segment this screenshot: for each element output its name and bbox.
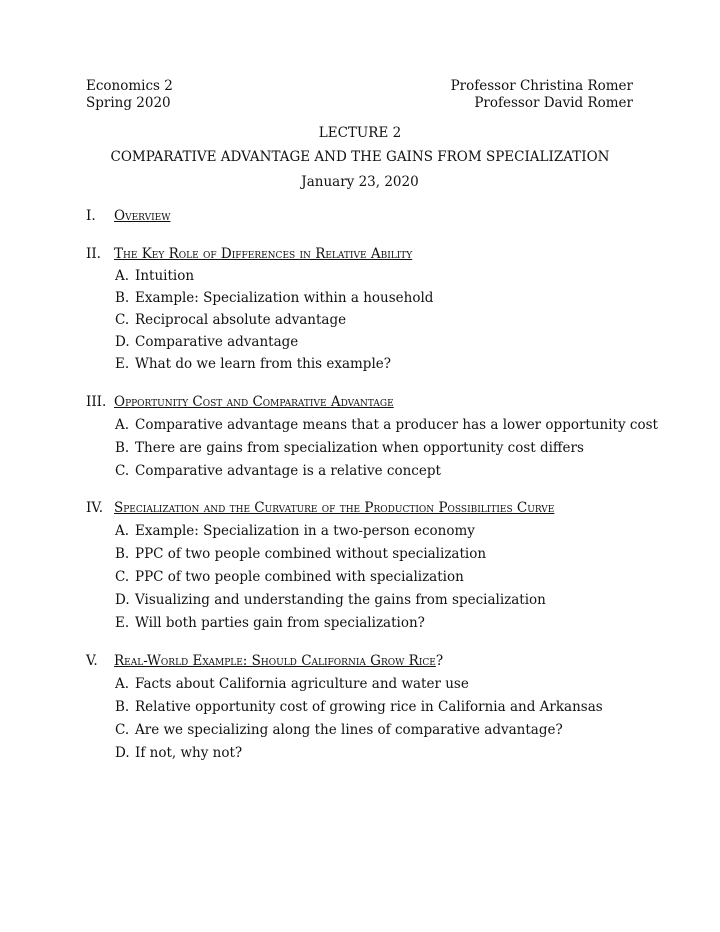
- header-row-2: [86, 94, 633, 112]
- section-title: Specialization and the Curvature of the Production Possibilities Curve: [114, 500, 555, 516]
- section-title-suffix: ?: [435, 653, 444, 669]
- list-item: C. Comparative advantage is a relative concept: [115, 463, 441, 479]
- header-row-1: [86, 77, 633, 95]
- list-item: C. Reciprocal absolute advantage: [115, 312, 347, 328]
- section-title: Overview: [114, 208, 171, 224]
- section-numeral: II.: [86, 246, 101, 262]
- section-heading: [86, 652, 443, 670]
- list-item: A. Comparative advantage means that a producer has a lower opportunity cost: [115, 417, 658, 433]
- lecture-title: COMPARATIVE ADVANTAGE AND THE GAINS FROM SPECIALIZATION: [110, 149, 610, 165]
- section-numeral: I.: [86, 208, 96, 224]
- list-item: D. Visualizing and understanding the gains from specialization: [115, 592, 546, 608]
- section-numeral: V.: [86, 653, 98, 669]
- list-item: B. Example: Specialization within a household: [115, 290, 434, 306]
- course-name: Economics 2: [86, 78, 173, 94]
- section-numeral: III.: [86, 394, 107, 410]
- section-heading: [86, 207, 170, 225]
- list-item: C. PPC of two people combined with specialization: [115, 569, 464, 585]
- list-item: A. Example: Specialization in a two-person economy: [115, 523, 475, 539]
- professor-2: Professor David Romer: [474, 95, 633, 111]
- section-heading: [86, 499, 554, 517]
- section-numeral: IV.: [86, 500, 104, 516]
- list-item: E. What do we learn from this example?: [115, 356, 391, 372]
- section-title: Real-World Example: Should California Grow Rice: [114, 653, 436, 669]
- list-item: A. Facts about California agriculture and water use: [115, 676, 469, 692]
- section-title: Opportunity Cost and Comparative Advantage: [114, 394, 394, 410]
- term: Spring 2020: [86, 95, 171, 111]
- section-heading: [86, 245, 412, 263]
- list-item: D. If not, why not?: [115, 745, 243, 761]
- professor-1: Professor Christina Romer: [450, 78, 633, 94]
- lecture-date: January 23, 2020: [301, 174, 419, 190]
- section-heading: [86, 393, 394, 411]
- list-item: C. Are we specializing along the lines of comparative advantage?: [115, 722, 563, 738]
- list-item: D. Comparative advantage: [115, 334, 299, 350]
- list-item: B. Relative opportunity cost of growing rice in California and Arkansas: [115, 699, 603, 715]
- list-item: B. PPC of two people combined without specialization: [115, 546, 487, 562]
- list-item: B. There are gains from specialization when opportunity cost differs: [115, 440, 584, 456]
- lecture-number: LECTURE 2: [318, 125, 402, 141]
- list-item: A. Intuition: [115, 268, 195, 284]
- list-item: E. Will both parties gain from specialization?: [115, 615, 425, 631]
- section-title: The Key Role of Differences in Relative Ability: [114, 246, 413, 262]
